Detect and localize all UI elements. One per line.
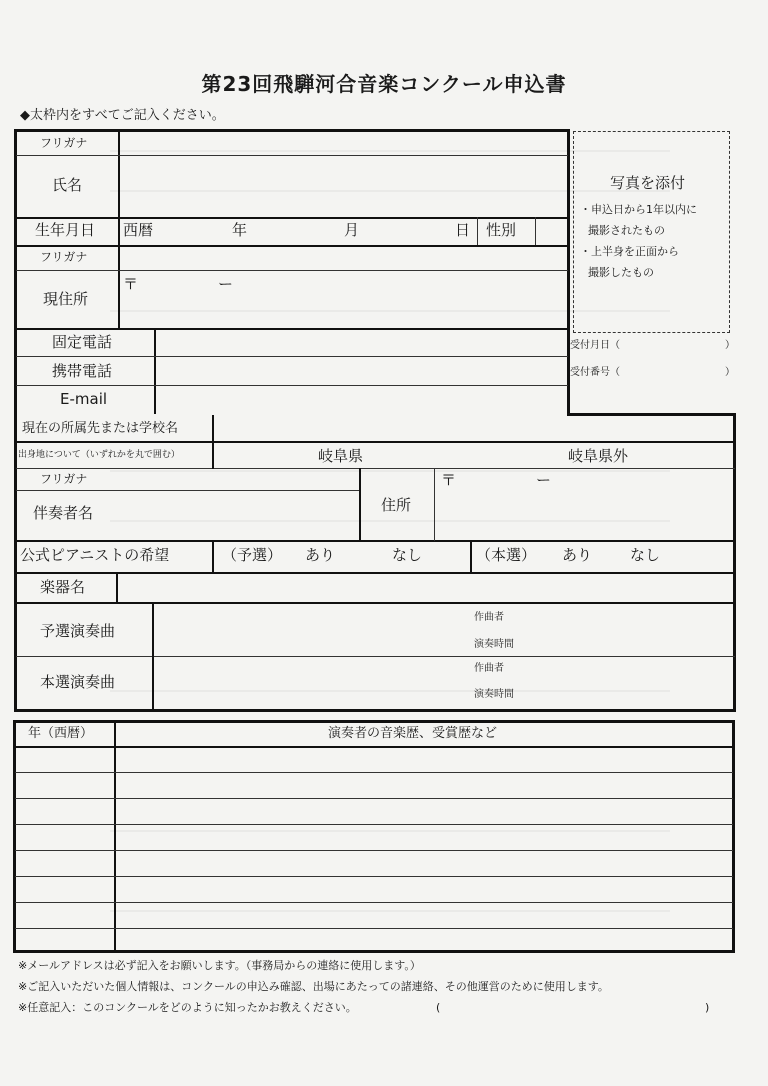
origin-option-outside[interactable]: 岐阜県外	[568, 447, 629, 465]
mobile-label: 携帯電話	[52, 362, 113, 380]
history-content-header: 演奏者の音楽歴、受賞歴など	[328, 726, 498, 741]
final-composer-label: 作曲者	[474, 663, 504, 674]
birthdate-year-unit: 年	[232, 221, 248, 239]
email-field[interactable]	[157, 387, 565, 413]
accompanist-furigana-label: フリガナ	[40, 472, 88, 486]
accompanist-name-field[interactable]	[120, 470, 356, 538]
footnote-privacy: ※ご記入いただいた個人情報は、コンクールの申込み確認、出場にあたっての諸連絡、その他運営のために使用します。	[18, 980, 609, 993]
pianist-prelim-yes[interactable]: あり	[305, 546, 336, 564]
received-date-close: ）	[725, 340, 735, 351]
furigana-label: フリガナ	[40, 136, 88, 150]
postal-mark: 〒	[123, 275, 139, 293]
address-field[interactable]	[120, 272, 565, 326]
gender-field[interactable]	[537, 219, 566, 243]
name-label: 氏名	[52, 176, 83, 194]
optional-paren-open: (	[436, 1001, 441, 1014]
photo-requirement-2: ・上半身を正面から	[580, 245, 679, 258]
mobile-field[interactable]	[157, 358, 565, 384]
footnote-email: ※メールアドレスは必ず記入をお願いします。（事務局からの連絡に使用します。）	[18, 959, 421, 972]
birthdate-day-unit: 日	[455, 221, 471, 239]
final-piece-label: 本選演奏曲	[40, 673, 116, 691]
final-duration-label: 演奏時間	[474, 689, 514, 700]
email-label: E-mail	[60, 390, 108, 408]
instrument-field[interactable]	[119, 574, 731, 601]
landline-field[interactable]	[157, 330, 565, 355]
final-piece-field[interactable]	[155, 658, 465, 708]
prelim-duration-label: 演奏時間	[474, 639, 514, 650]
accompanist-postal-dash: ー	[536, 471, 552, 489]
landline-label: 固定電話	[52, 333, 113, 351]
accompanist-address-field[interactable]	[437, 470, 731, 538]
affiliation-field[interactable]	[215, 417, 731, 440]
prelim-composer-label: 作曲者	[474, 612, 504, 623]
accompanist-name-label: 伴奏者名	[33, 504, 94, 522]
history-entries-area[interactable]	[16, 748, 732, 950]
instruction-note: ◆太枠内をすべてご記入ください。	[20, 108, 225, 123]
instrument-label: 楽器名	[40, 578, 86, 596]
photo-requirement-2b: 撮影したもの	[588, 266, 654, 279]
photo-requirement-1: ・申込日から1年以内に	[580, 203, 697, 216]
furigana-field[interactable]	[120, 132, 565, 154]
received-number-close: ）	[725, 367, 735, 378]
birthdate-month-unit: 月	[344, 221, 360, 239]
prelim-piece-field[interactable]	[155, 604, 465, 655]
pianist-final-yes[interactable]: あり	[562, 546, 593, 564]
gender-label: 性別	[486, 221, 517, 239]
birthdate-label: 生年月日	[35, 221, 96, 239]
accompanist-address-label: 住所	[381, 496, 412, 514]
prelim-piece-label: 予選演奏曲	[40, 622, 116, 640]
pianist-final-label: （本選）	[476, 546, 537, 564]
address-label: 現住所	[43, 290, 89, 308]
optional-paren-close: )	[705, 1001, 710, 1014]
pianist-prelim-label: （予選）	[222, 546, 283, 564]
photo-attach-box[interactable]	[573, 131, 730, 333]
origin-label: 出身地について（いずれかを丸で囲む）	[18, 450, 180, 460]
photo-requirement-1b: 撮影されたもの	[588, 224, 665, 237]
pianist-label: 公式ピアニストの希望	[20, 546, 170, 564]
postal-dash: ー	[218, 275, 234, 293]
form-title: 第23回飛騨河合音楽コンクール申込書	[201, 72, 567, 96]
optional-answer-field[interactable]	[446, 998, 700, 1016]
pianist-final-no[interactable]: なし	[630, 546, 661, 564]
received-date-label: 受付月日（	[570, 340, 620, 351]
history-year-header: 年（西暦）	[28, 726, 94, 741]
pianist-prelim-no[interactable]: なし	[392, 546, 423, 564]
footnote-optional: ※任意記入：このコンクールをどのように知ったかお教えください。	[18, 1001, 357, 1014]
address-furigana-label: フリガナ	[40, 250, 88, 264]
address-furigana-field[interactable]	[120, 247, 565, 269]
photo-title: 写真を添付	[610, 174, 686, 192]
accompanist-postal-mark: 〒	[441, 471, 457, 489]
received-number-label: 受付番号（	[570, 367, 620, 378]
name-field[interactable]	[120, 157, 565, 215]
affiliation-label: 現在の所属先または学校名	[22, 421, 179, 436]
birthdate-era: 西暦	[123, 221, 154, 239]
origin-option-gifu[interactable]: 岐阜県	[318, 447, 364, 465]
